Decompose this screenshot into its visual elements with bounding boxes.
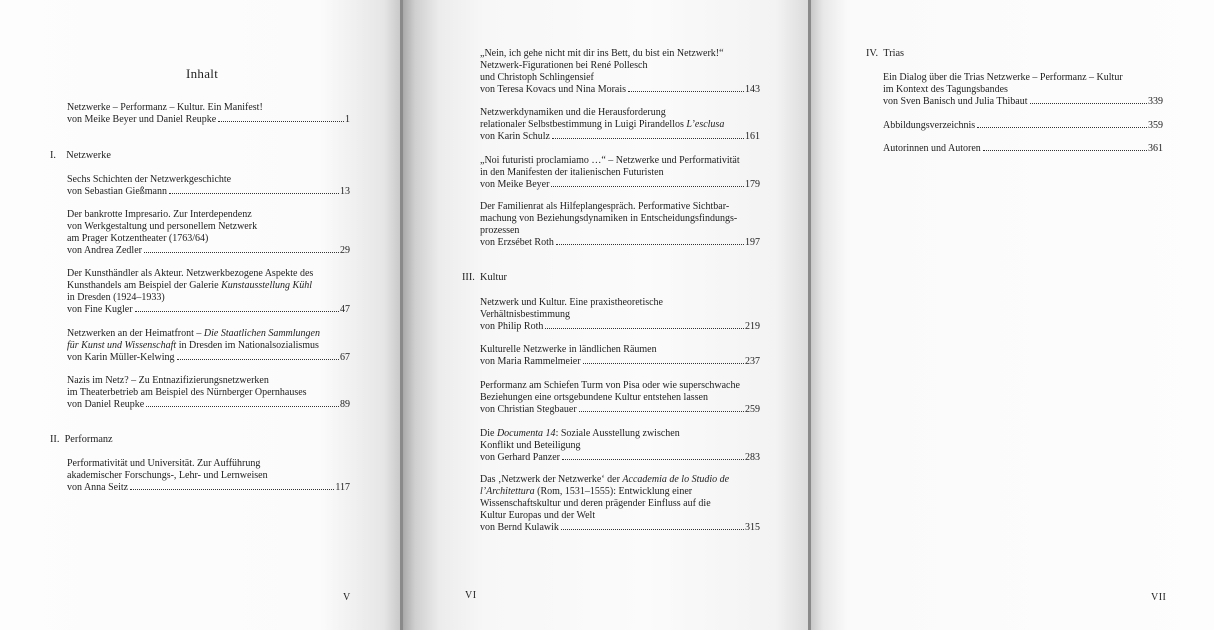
- toc-entry: Performativität und Universität. Zur Aufführung akademischer Forschungs-, Lehr- und Lernweisen von Anna Seitz 117: [67, 458, 350, 494]
- toc-entry: Kulturelle Netzwerke in ländlichen Räumen von Maria Rammelmeier 237: [480, 344, 760, 368]
- page-number: 315: [745, 522, 760, 534]
- page-vii: [811, 0, 1214, 630]
- toc-entry: Der Familienrat als Hilfeplangespräch. Performative Sichtbar- machung von Beziehungsdynamiken in Entscheidungsfindungs- prozessen von Erzsébet Roth 197: [480, 201, 760, 249]
- page-number: 237: [745, 356, 760, 368]
- toc-entry: Netzwerken an der Heimatfront – Die Staatlichen Sammlungen für Kunst und Wissenschaft in Dresden im Nationalsozialismus von Karin Müller-Kelwing 67: [67, 328, 350, 364]
- toc-entry: Autorinnen und Autoren 361: [883, 143, 1163, 154]
- page-number: 117: [335, 482, 350, 494]
- toc-entry: Ein Dialog über die Trias Netzwerke – Performanz – Kultur im Kontext des Tagungsbandes von Sven Banisch und Julia Thibaut 339: [883, 72, 1163, 108]
- section-heading: II. Performanz: [50, 434, 113, 445]
- page-number: 47: [340, 304, 350, 316]
- toc-entry: „Nein, ich gehe nicht mit dir ins Bett, du bist ein Netzwerk!“ Netzwerk-Figurationen bei René Pollesch und Christoph Schlingensief von Teresa Kovacs und Nina Morais 143: [480, 48, 760, 96]
- toc-entry: Nazis im Netz? – Zu Entnazifizierungsnetzwerken im Theaterbetrieb am Beispiel des Nürnberger Opernhauses von Daniel Reupke 89: [67, 375, 350, 411]
- page-number: 361: [1148, 143, 1163, 154]
- toc-entry: Das ‚Netzwerk der Netzwerke‘ der Accademia de lo Studio de l’Architettura (Rom, 1531–1555): Entwicklung einer Wissenschaftskultur und deren prägender Einfluss auf die Kultur Europas und der Welt von Bernd Kulawik 315: [480, 474, 760, 534]
- page-v: [0, 0, 400, 630]
- section-heading: III. Kultur: [462, 272, 507, 283]
- toc-entry: Sechs Schichten der Netzwerkgeschichte von Sebastian Gießmann 13: [67, 174, 350, 198]
- page-number: 219: [745, 321, 760, 333]
- page-number: 143: [745, 84, 760, 96]
- page-number: 13: [340, 186, 350, 198]
- folio: VI: [465, 590, 477, 601]
- toc-entry: „Noi futuristi proclamiamo …“ – Netzwerke und Performativität in den Manifesten der italienischen Futuristen von Meike Beyer 179: [480, 155, 760, 191]
- toc-entry: Netzwerke – Performanz – Kultur. Ein Manifest! von Meike Beyer und Daniel Reupke 1: [67, 102, 350, 126]
- toc-entry: Die Documenta 14: Soziale Ausstellung zwischen Konflikt und Beteiligung von Gerhard Panzer 283: [480, 428, 760, 464]
- toc-entry: Netzwerk und Kultur. Eine praxistheoretische Verhältnisbestimmung von Philip Roth 219: [480, 297, 760, 333]
- page-number: 1: [345, 114, 350, 126]
- page-number: 359: [1148, 120, 1163, 131]
- section-heading: IV. Trias: [866, 48, 905, 59]
- page-number: 67: [340, 352, 350, 364]
- toc-entry: Der bankrotte Impresario. Zur Interdependenz von Werkgestaltung und personellem Netzwerk am Prager Kotzentheater (1763/64) von Andrea Zedler 29: [67, 209, 350, 257]
- page-number: 161: [745, 131, 760, 143]
- section-heading: I. Netzwerke: [50, 150, 111, 161]
- toc-entry: Netzwerkdynamiken und die Herausforderung relationaler Selbstbestimmung in Luigi Pirandellos L’esclusa von Karin Schulz 161: [480, 107, 760, 143]
- toc-entry: Performanz am Schiefen Turm von Pisa oder wie superschwache Beziehungen eine ortsgebundene Kultur entstehen lassen von Christian Stegbauer 259: [480, 380, 760, 416]
- page-number: 179: [745, 179, 760, 191]
- page-number: 89: [340, 399, 350, 411]
- folio: VII: [1151, 592, 1167, 603]
- folio: V: [343, 592, 351, 603]
- toc-entry: Abbildungsverzeichnis 359: [883, 120, 1163, 131]
- page-number: 259: [745, 404, 760, 416]
- page-number: 283: [745, 452, 760, 464]
- page-vi: [403, 0, 808, 630]
- page-title: Inhalt: [186, 66, 219, 81]
- toc-entry: Der Kunsthändler als Akteur. Netzwerkbezogene Aspekte des Kunsthandels am Beispiel der Galerie Kunstausstellung Kühl in Dresden (1924–1933) von Fine Kugler 47: [67, 268, 350, 316]
- page-number: 197: [745, 237, 760, 249]
- page-number: 339: [1148, 96, 1163, 108]
- page-number: 29: [340, 245, 350, 257]
